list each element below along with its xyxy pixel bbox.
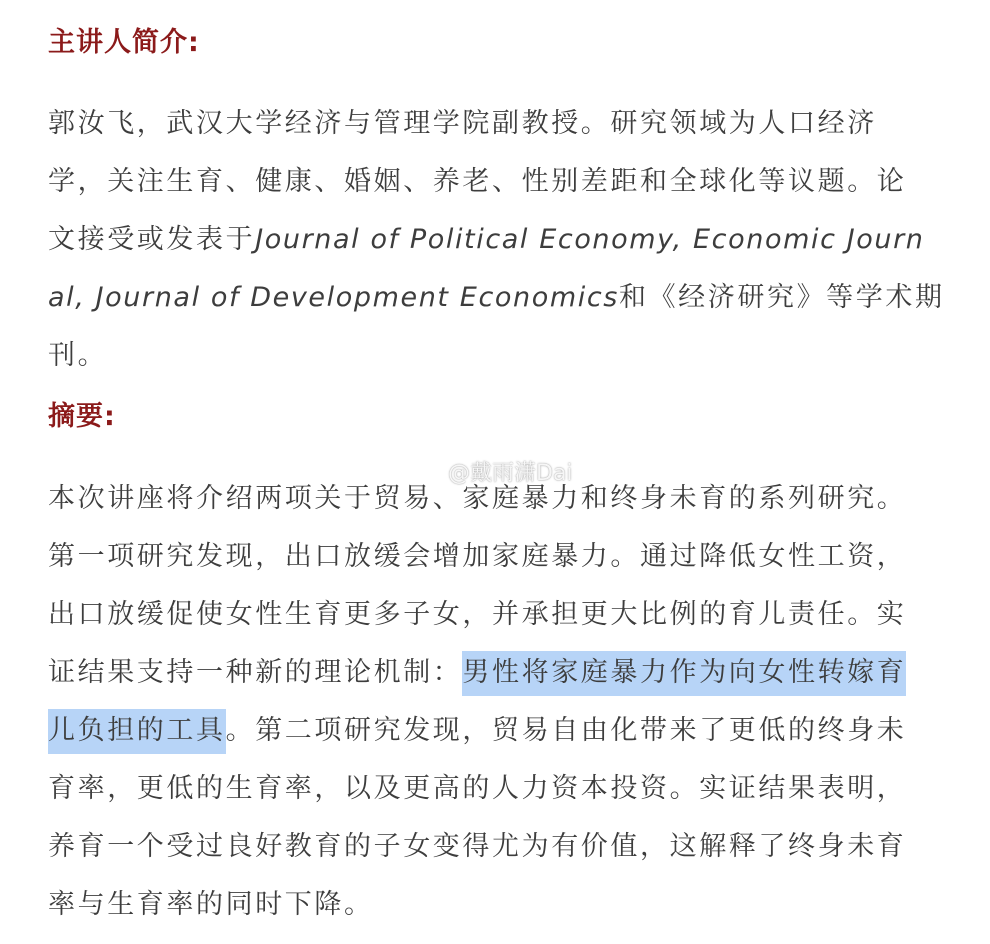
speaker-bio-paragraph — [48, 95, 948, 385]
speaker-bio-heading: 主讲人简介: — [48, 27, 200, 58]
abstract-line: 本次讲座将介绍两项关于贸易、家庭暴力和终身未育的系列研究。 — [48, 483, 907, 514]
bio-line — [48, 211, 948, 269]
abstract-heading: 摘要: — [48, 401, 116, 432]
weibo-icon — [410, 457, 444, 485]
watermark — [410, 456, 573, 486]
selected-text-highlight[interactable]: 男性将家庭暴力作为向女性转嫁育 — [462, 651, 906, 696]
bio-text: 文接受或发表于 — [48, 224, 256, 255]
selected-text-highlight[interactable]: 儿负担的工具 — [48, 709, 226, 754]
journal-names: Journal of Political Economy, Economic Journ — [255, 224, 925, 255]
abstract-line: 率与生育率的同时下降。 — [48, 889, 374, 920]
bio-text: 和《经济研究》等学术期 — [618, 282, 945, 313]
journal-names: al, Journal of Development Economics — [48, 282, 619, 313]
bio-line: 刊。 — [48, 340, 108, 371]
bio-line: 学，关注生育、健康、婚姻、养老、性别差距和全球化等议题。论 — [48, 166, 907, 197]
bio-line: 郭汝飞，武汉大学经济与管理学院副教授。研究领域为人口经济 — [48, 108, 877, 139]
watermark-text: @戴雨潇Dai — [448, 460, 573, 486]
abstract-text: 证结果支持一种新的理论机制： — [48, 657, 463, 688]
abstract-line — [48, 644, 948, 702]
bio-line — [48, 269, 948, 327]
abstract-paragraph — [48, 470, 948, 934]
abstract-line: 第一项研究发现，出口放缓会增加家庭暴力。通过降低女性工资， — [48, 541, 907, 572]
abstract-line — [48, 702, 948, 760]
abstract-text: 。第二项研究发现，贸易自由化带来了更低的终身未 — [225, 715, 907, 746]
abstract-line: 育率，更低的生育率，以及更高的人力资本投资。实证结果表明， — [48, 773, 907, 804]
abstract-line: 养育一个受过良好教育的子女变得尤为有价值，这解释了终身未育 — [48, 831, 907, 862]
abstract-line: 出口放缓促使女性生育更多子女，并承担更大比例的育儿责任。实 — [48, 599, 907, 630]
